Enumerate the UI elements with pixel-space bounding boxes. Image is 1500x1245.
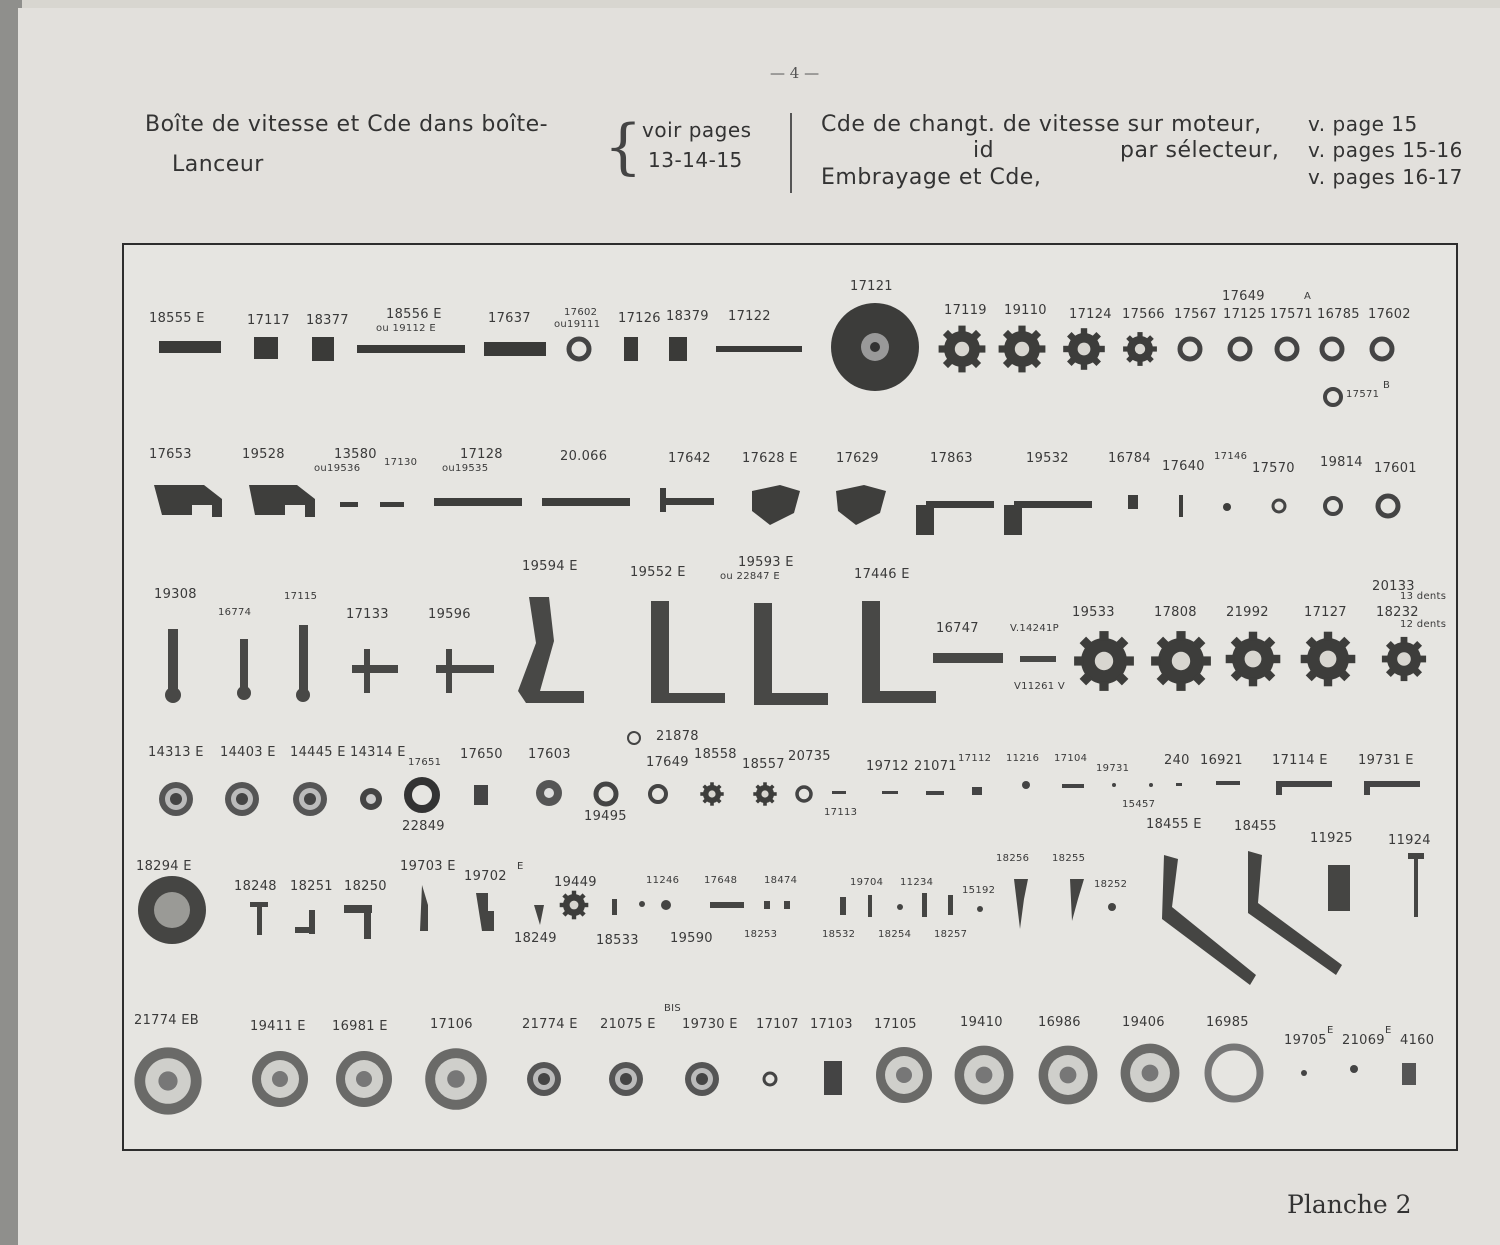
part-label-17112: 17112 <box>958 753 992 764</box>
header-voir-pages-numbers: 13-14-15 <box>648 148 743 172</box>
part-label-11246: 11246 <box>646 875 680 886</box>
part-label-15457: 15457 <box>1122 799 1156 810</box>
part-label-18533: 18533 <box>596 933 639 948</box>
part-label-20066: 20.066 <box>560 449 608 464</box>
part-label-18249: 18249 <box>514 931 557 946</box>
part-label-13dents: 13 dents <box>1400 591 1447 602</box>
page-number: — 4 — <box>770 64 820 82</box>
part-label-21878: 21878 <box>656 729 699 744</box>
header-voir-pages: voir pages <box>642 118 752 142</box>
part-label-16986: 16986 <box>1038 1015 1081 1030</box>
part-label-17603: 17603 <box>528 747 571 762</box>
part-label-17121: 17121 <box>850 279 893 294</box>
part-label-ou22847E: ou 22847 E <box>720 571 780 582</box>
part-label-18255: 18255 <box>1052 853 1086 864</box>
part-label-19110: 19110 <box>1004 303 1047 318</box>
part-label-ou19535: ou19535 <box>442 463 489 474</box>
part-label-17567: 17567 <box>1174 307 1217 322</box>
part-label-14314E: 14314 E <box>350 745 406 760</box>
part-label-14403E: 14403 E <box>220 745 276 760</box>
part-label-19590: 19590 <box>670 931 713 946</box>
part-label-17571: 17571 <box>1270 307 1313 322</box>
part-label-17653: 17653 <box>149 447 192 462</box>
part-label-19814: 19814 <box>1320 455 1363 470</box>
part-label-19594E: 19594 E <box>522 559 578 574</box>
part-label-16981E: 16981 E <box>332 1019 388 1034</box>
part-label-17642: 17642 <box>668 451 711 466</box>
part-label-18256: 18256 <box>996 853 1030 864</box>
part-label-17651: 17651 <box>408 757 442 768</box>
part-label-17640: 17640 <box>1162 459 1205 474</box>
row5-parts <box>138 851 1424 985</box>
part-label-4160: 4160 <box>1400 1033 1435 1048</box>
header-ref-pages-16-17: v. pages 16-17 <box>1308 165 1463 189</box>
part-label-BIS: BIS <box>664 1003 682 1014</box>
part-label-19704: 19704 <box>850 877 884 888</box>
part-label-17125: 17125 <box>1223 307 1266 322</box>
part-label-18254: 18254 <box>878 929 912 940</box>
part-label-17649: 17649 <box>1222 289 1265 304</box>
part-label-21069-E: E <box>1385 1025 1392 1036</box>
part-label-18455: 18455 <box>1234 819 1277 834</box>
part-label-16985: 16985 <box>1206 1015 1249 1030</box>
part-label-21075E: 21075 E <box>600 1017 656 1032</box>
row4-parts <box>159 780 1420 816</box>
part-label-11234: 11234 <box>900 877 934 888</box>
part-label-B-suffix: B <box>1383 380 1391 391</box>
part-label-18250: 18250 <box>344 879 387 894</box>
header-kickstarter: Lanceur <box>172 152 264 177</box>
part-label-17115: 17115 <box>284 591 318 602</box>
header-gearbox-title: Boîte de vitesse et Cde dans boîte- <box>145 112 549 137</box>
brace-glyph: { <box>604 112 643 182</box>
parts-illustration <box>124 245 1456 1149</box>
part-label-17629: 17629 <box>836 451 879 466</box>
part-label-11924: 11924 <box>1388 833 1431 848</box>
part-label-18532: 18532 <box>822 929 856 940</box>
part-label-17128: 17128 <box>460 447 503 462</box>
part-label-16774: 16774 <box>218 607 252 618</box>
part-label-19702-E: E <box>517 861 524 872</box>
part-label-19411E: 19411 E <box>250 1019 306 1034</box>
part-label-18474: 18474 <box>764 875 798 886</box>
part-label-18294E: 18294 E <box>136 859 192 874</box>
header-id: id <box>973 138 995 163</box>
part-label-17863: 17863 <box>930 451 973 466</box>
part-label-19406: 19406 <box>1122 1015 1165 1030</box>
part-label-17649b: 17649 <box>646 755 689 770</box>
part-label-15192: 15192 <box>962 885 996 896</box>
part-label-17117: 17117 <box>247 313 290 328</box>
part-label-18377: 18377 <box>306 313 349 328</box>
row6-parts <box>134 1044 1416 1115</box>
part-label-11216: 11216 <box>1006 753 1040 764</box>
part-label-19449: 19449 <box>554 875 597 890</box>
header-ref-pages-15-16: v. pages 15-16 <box>1308 138 1463 162</box>
part-label-19410: 19410 <box>960 1015 1003 1030</box>
part-label-19705-E: E <box>1327 1025 1334 1036</box>
part-label-21992: 21992 <box>1226 605 1269 620</box>
header-gear-change-control: Cde de changt. de vitesse sur moteur, <box>821 112 1262 137</box>
part-label-240: 240 <box>1164 753 1190 768</box>
row2-parts <box>154 485 1231 535</box>
part-label-19495: 19495 <box>584 809 627 824</box>
header-clutch: Embrayage et Cde, <box>821 165 1042 190</box>
part-label-19731: 19731 <box>1096 763 1130 774</box>
part-label-17628E: 17628 E <box>742 451 798 466</box>
part-label-12dents: 12 dents <box>1400 619 1447 630</box>
part-label-13580: 13580 <box>334 447 377 462</box>
header-selector: par sélecteur, <box>1120 138 1280 163</box>
part-label-19703E: 19703 E <box>400 859 456 874</box>
part-label-18251: 18251 <box>290 879 333 894</box>
part-label-17133: 17133 <box>346 607 389 622</box>
part-label-16921: 16921 <box>1200 753 1243 768</box>
part-label-11925: 11925 <box>1310 831 1353 846</box>
part-label-18558: 18558 <box>694 747 737 762</box>
part-label-18556E: 18556 E <box>386 307 442 322</box>
part-label-21774E: 21774 E <box>522 1017 578 1032</box>
part-label-21774EB: 21774 EB <box>134 1013 200 1028</box>
part-label-17650: 17650 <box>460 747 503 762</box>
part-label-17113: 17113 <box>824 807 858 818</box>
part-label-17130: 17130 <box>384 457 418 468</box>
part-label-19528: 19528 <box>242 447 285 462</box>
part-label-17570: 17570 <box>1252 461 1295 476</box>
part-label-17602: 17602 <box>564 307 598 318</box>
part-label-19712: 19712 <box>866 759 909 774</box>
part-label-16747: 16747 <box>936 621 979 636</box>
part-label-A: A <box>1304 291 1312 302</box>
part-label-17114E: 17114 E <box>1272 753 1328 768</box>
part-label-19702: 19702 <box>464 869 507 884</box>
header-divider <box>790 113 792 193</box>
part-label-17122: 17122 <box>728 309 771 324</box>
part-label-17808: 17808 <box>1154 605 1197 620</box>
part-label-17126: 17126 <box>618 311 661 326</box>
part-label-19705: 19705 <box>1284 1033 1327 1048</box>
part-label-17571B: 17571 <box>1346 389 1380 400</box>
part-label-16784: 16784 <box>1108 451 1151 466</box>
part-label-18555E: 18555 E <box>149 311 205 326</box>
part-label-17103: 17103 <box>810 1017 853 1032</box>
part-label-21069: 21069 <box>1342 1033 1385 1048</box>
part-label-18257: 18257 <box>934 929 968 940</box>
part-label-ou19111: ou19111 <box>554 319 601 330</box>
part-label-17601: 17601 <box>1374 461 1417 476</box>
part-label-17648: 17648 <box>704 875 738 886</box>
part-label-16785: 16785 <box>1317 307 1360 322</box>
part-label-V14241P: V.14241P <box>1010 623 1059 634</box>
row3-parts <box>165 597 1056 705</box>
part-label-22849: 22849 <box>402 819 445 834</box>
part-label-18455E: 18455 E <box>1146 817 1202 832</box>
part-label-19730E: 19730 E <box>682 1017 738 1032</box>
part-label-17146: 17146 <box>1214 451 1248 462</box>
part-label-19552E: 19552 E <box>630 565 686 580</box>
part-label-19532: 19532 <box>1026 451 1069 466</box>
part-label-21071: 21071 <box>914 759 957 774</box>
part-label-14313E: 14313 E <box>148 745 204 760</box>
part-label-18557: 18557 <box>742 757 785 772</box>
part-label-17119: 17119 <box>944 303 987 318</box>
part-label-ou19112E: ou 19112 E <box>376 323 436 334</box>
part-label-17104: 17104 <box>1054 753 1088 764</box>
part-label-18379: 18379 <box>666 309 709 324</box>
part-label-18248: 18248 <box>234 879 277 894</box>
part-label-17566: 17566 <box>1122 307 1165 322</box>
part-label-19593E: 19593 E <box>738 555 794 570</box>
header-ref-page-15: v. page 15 <box>1308 112 1418 136</box>
part-label-17105: 17105 <box>874 1017 917 1032</box>
plate-number: Planche 2 <box>1287 1190 1412 1219</box>
part-label-17637: 17637 <box>488 311 531 326</box>
part-label-17107: 17107 <box>756 1017 799 1032</box>
part-label-14445E: 14445 E <box>290 745 346 760</box>
part-label-19596: 19596 <box>428 607 471 622</box>
part-label-18253: 18253 <box>744 929 778 940</box>
part-label-19533: 19533 <box>1072 605 1115 620</box>
part-label-V11261V: V11261 V <box>1014 681 1066 692</box>
part-label-17602b: 17602 <box>1368 307 1411 322</box>
part-label-17124: 17124 <box>1069 307 1112 322</box>
part-label-17106: 17106 <box>430 1017 473 1032</box>
part-label-ou19536: ou19536 <box>314 463 361 474</box>
parts-plate <box>122 243 1458 1151</box>
part-label-17446E: 17446 E <box>854 567 910 582</box>
part-label-18232: 18232 <box>1376 605 1419 620</box>
part-label-19731E: 19731 E <box>1358 753 1414 768</box>
part-label-20133: 20133 <box>1372 579 1415 594</box>
part-label-19308: 19308 <box>154 587 197 602</box>
part-label-20735: 20735 <box>788 749 831 764</box>
part-label-18252: 18252 <box>1094 879 1128 890</box>
part-label-17127: 17127 <box>1304 605 1347 620</box>
